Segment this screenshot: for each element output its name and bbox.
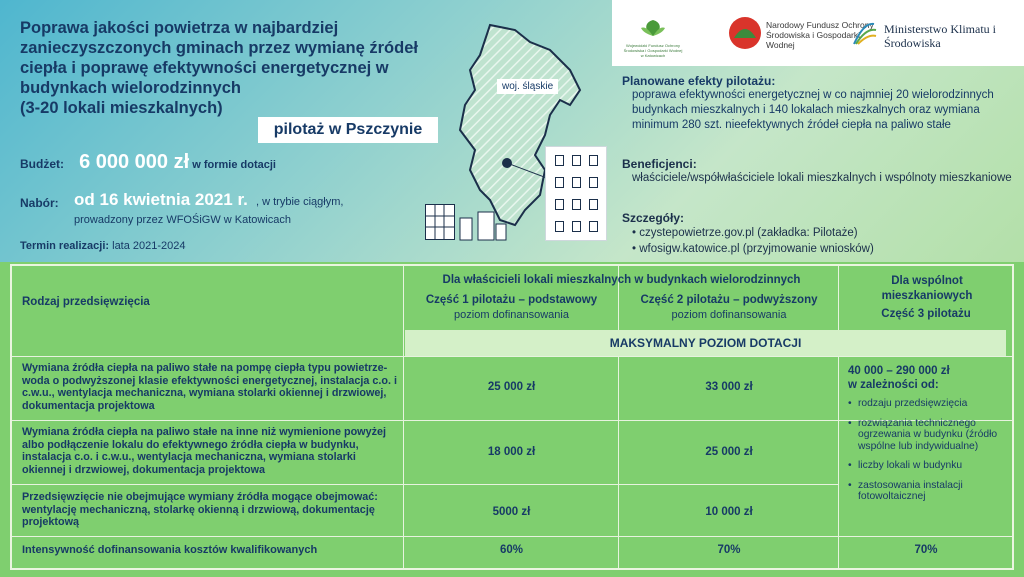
nfosigw-text: Narodowy Fundusz Ochrony Środowiska i Gospodarki Wodnej bbox=[766, 20, 874, 50]
termin-label: Termin realizacji: bbox=[20, 240, 110, 252]
col0-header: Rodzaj przedsięwzięcia bbox=[22, 296, 150, 308]
heat-pump-icon bbox=[458, 210, 508, 242]
details-link-2[interactable]: • wfosigw.katowice.pl (przyjmowanie wniosków) bbox=[632, 243, 874, 255]
col1-sub: poziom dofinansowania bbox=[454, 309, 569, 321]
map-label: woj. śląskie bbox=[497, 79, 558, 94]
building-icon bbox=[545, 146, 607, 241]
funding-table bbox=[10, 264, 1014, 570]
col3-sub: Część 3 pilotażu bbox=[881, 308, 971, 320]
c3-bullet-2: • rozwiązania technicznego ogrzewania w budynku (źródło wspólne lub indywidualne) bbox=[848, 418, 1013, 453]
header-section bbox=[0, 0, 1024, 262]
row1-c1: 25 000 zł bbox=[487, 381, 536, 393]
ministry-logo bbox=[850, 18, 996, 53]
c3-bullet-3: • liczby lokali w budynku bbox=[848, 460, 1013, 472]
details-link-1[interactable]: • czystepowietrze.gov.pl (zakładka: Pilotaże) bbox=[632, 227, 858, 239]
nabor-operator: prowadzony przez WFOŚiGW w Katowicach bbox=[74, 214, 292, 226]
intensity-c2: 70% bbox=[717, 544, 741, 556]
logos-bar bbox=[612, 0, 1024, 66]
budget-rest: w formie dotacji bbox=[192, 159, 276, 171]
nfosigw-logo bbox=[728, 16, 874, 55]
row3-desc: Przedsięwzięcie nie obejmujące wymiany źródła mogące obejmować: wentylację mechaniczną, stolarkę okienną i drzwiową, dokumentację projektową bbox=[22, 491, 378, 528]
budget-line bbox=[20, 151, 276, 174]
max-level-header: MAKSYMALNY POZIOM DOTACJI bbox=[405, 330, 1006, 356]
c3-bullet-1: • rodzaju przedsięwzięcia bbox=[848, 398, 1013, 410]
intensity-c3: 70% bbox=[914, 544, 938, 556]
termin-line bbox=[20, 240, 186, 252]
intensity-c1: 60% bbox=[499, 544, 524, 556]
effects-section bbox=[622, 74, 1017, 133]
pilot-label: pilotaż w Pszczynie bbox=[258, 117, 438, 143]
solar-panel-icon bbox=[425, 204, 455, 240]
wfosigw-text: Wojewódzki Fundusz Ochrony Środowiska i Gospodarki Wodnej w Katowicach bbox=[623, 43, 683, 58]
row2-c2: 25 000 zł bbox=[705, 446, 753, 458]
details-heading: Szczegóły: bbox=[622, 211, 685, 225]
c3-dependency: w zależności od: bbox=[848, 379, 939, 391]
wfosigw-logo bbox=[622, 18, 684, 58]
budget-amount: 6 000 000 zł bbox=[79, 151, 190, 173]
budget-label: Budżet: bbox=[20, 157, 64, 171]
beneficiaries-heading: Beneficjenci: bbox=[622, 157, 697, 171]
nabor-date: od 16 kwietnia 2021 r. bbox=[74, 190, 248, 209]
ministry-text: Ministerstwo Klimatu i Środowiska bbox=[884, 22, 996, 50]
nabor-rest: , w trybie ciągłym, bbox=[256, 196, 344, 208]
intensity-label: Intensywność dofinansowania kosztów kwalifikowanych bbox=[22, 544, 318, 556]
effects-text: poprawa efektywności energetycznej w co najmniej 20 wielorodzinnych budynkach mieszkalnych i 140 lokalach mieszkalnych oraz wymiana minimum 280 szt. nieefektywnych źródeł ciepła na paliwo stałe bbox=[632, 89, 994, 131]
col3-details bbox=[848, 364, 1013, 511]
group-header: Dla właścicieli lokali mieszkalnych w budynkach wielorodzinnych bbox=[442, 274, 801, 286]
row2-c1: 18 000 zł bbox=[487, 446, 536, 458]
row2-desc: Wymiana źródła ciepła na paliwo stałe na inne niż wymienione powyżej albo podłączenie lokalu do efektywnego źródła ciepła w budynku, instalacja c.o. i c.w.u., wentylacja mechaniczna, wymiana stolarki okiennej i drzwiowej, dokumentacja projektowa bbox=[22, 426, 386, 476]
c3-bullet-4: • zastosowania instalacji fotowoltaicznej bbox=[848, 480, 1013, 503]
row1-desc: Wymiana źródła ciepła na paliwo stałe na pompę ciepła typu powietrze-woda o podwyższonej klasie efektywności energetycznej, instalacja c.o. i c.w.u., wentylacja mechaniczna, wymiana stolarki okiennej i drzwiowej, dokumentacja projektowa bbox=[22, 362, 398, 412]
col2-sub: poziom dofinansowania bbox=[671, 309, 787, 321]
details-section bbox=[622, 211, 1017, 257]
row3-c2: 10 000 zł bbox=[705, 506, 753, 518]
col1-header: Część 1 pilotażu – podstawowy bbox=[425, 294, 598, 306]
nabor-label: Nabór: bbox=[20, 196, 59, 210]
beneficiaries-text: właściciele/współwłaściciele lokali mieszkalnych i wspólnoty mieszkaniowe bbox=[632, 172, 1012, 184]
row3-c1: 5000 zł bbox=[492, 506, 531, 518]
effects-heading: Planowane efekty pilotażu: bbox=[622, 74, 776, 88]
termin-value: lata 2021-2024 bbox=[112, 240, 186, 252]
col2-header: Część 2 pilotażu – podwyższony bbox=[640, 294, 818, 306]
beneficiaries-section bbox=[622, 157, 1017, 186]
page-title bbox=[20, 18, 440, 118]
row1-c2: 33 000 zł bbox=[705, 381, 753, 393]
title-sub: (3-20 lokali mieszkalnych) bbox=[20, 99, 223, 117]
c3-amount: 40 000 – 290 000 zł bbox=[848, 365, 950, 377]
title-main: Poprawa jakości powietrza w najbardziej zanieczyszczonych gminach przez wymianę źródeł ciepła i poprawę efektywności energetycznej w budynkach wielorodzinnych bbox=[20, 19, 418, 97]
col3-header: Dla wspólnot mieszkaniowych bbox=[881, 275, 973, 302]
